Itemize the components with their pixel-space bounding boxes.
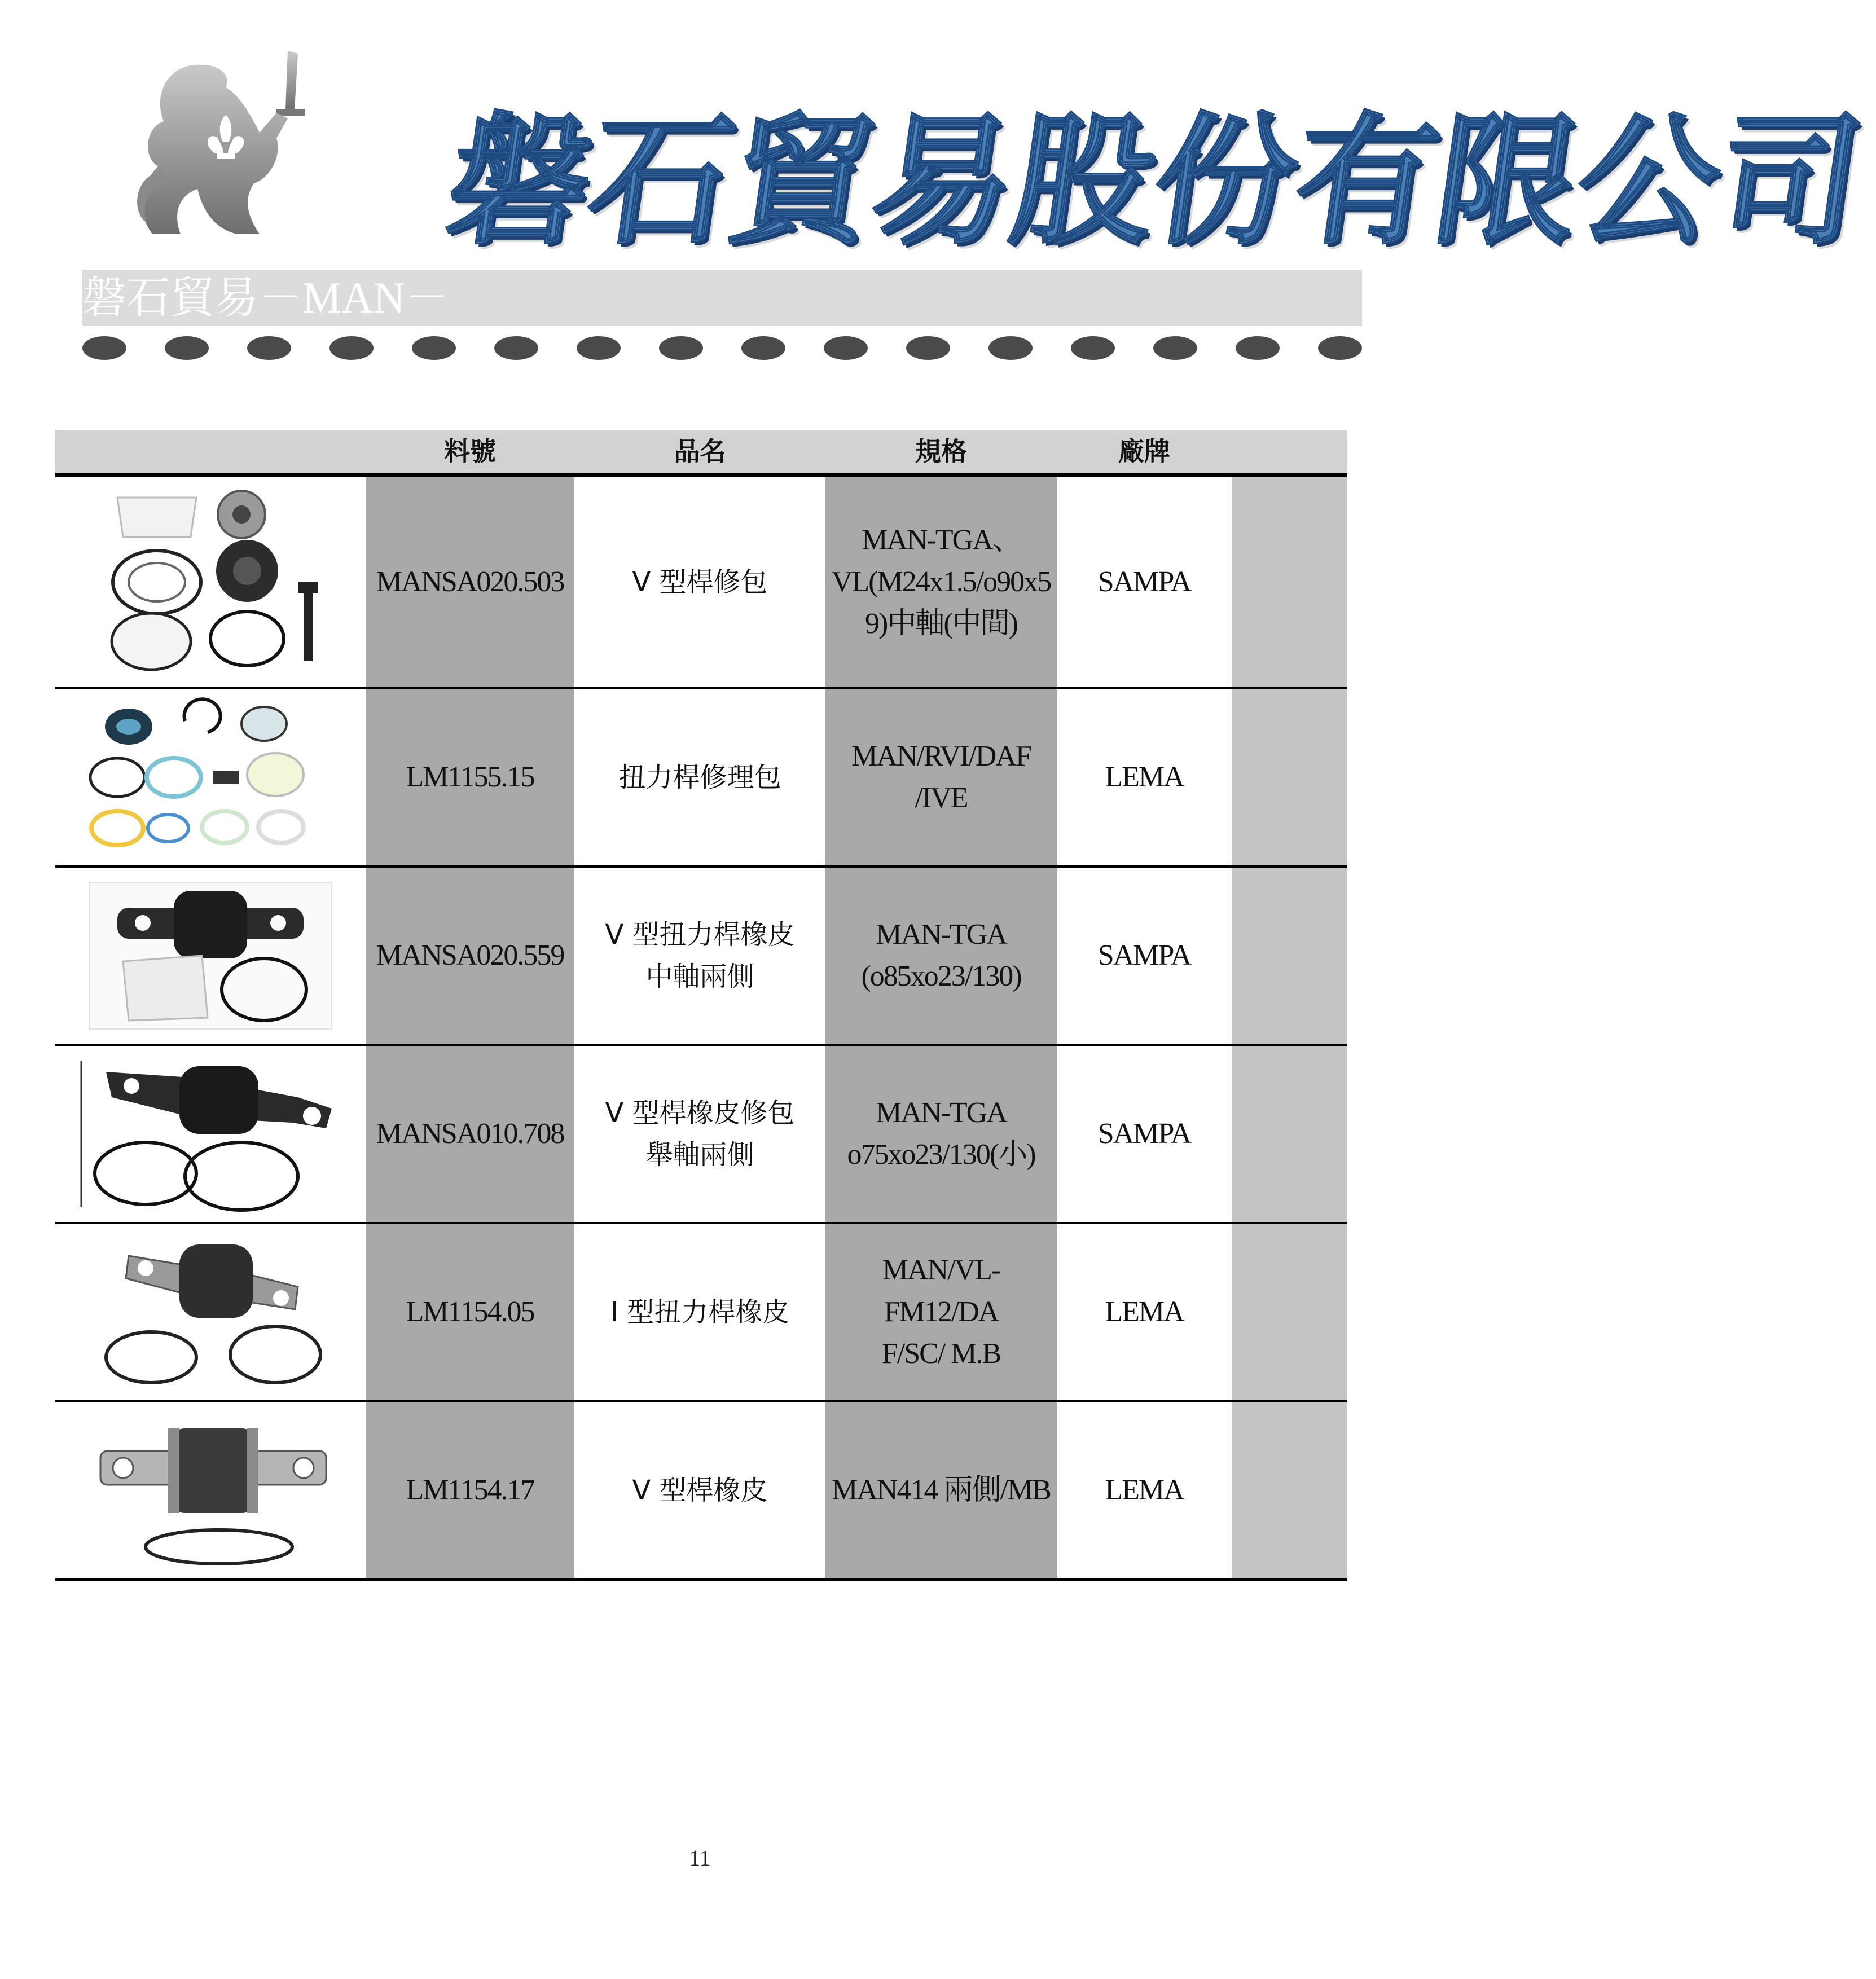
brand: LEMA (1057, 689, 1232, 865)
table-header (55, 430, 1347, 477)
blank-cell (1232, 1224, 1347, 1400)
company-char: 限 (1425, 98, 1590, 263)
v-rod-repair-kit-photo (78, 486, 343, 678)
part-code: MANSA020.559 (366, 868, 574, 1044)
table-row (55, 1402, 1347, 1581)
product-image (55, 689, 366, 865)
company-char: 易 (861, 98, 1026, 263)
decorative-dot-row (82, 336, 1362, 364)
decorative-dot (659, 336, 703, 360)
decorative-dot (1153, 336, 1197, 360)
part-code: MANSA010.708 (366, 1046, 574, 1222)
blank-cell (1232, 477, 1347, 687)
i-torque-rod-bushing-photo (78, 1233, 343, 1391)
product-spec (825, 477, 1057, 687)
spec-line: MAN-TGA (876, 918, 1007, 951)
name-line: 舉軸兩側 (645, 1139, 754, 1171)
part-code: LM1155.15 (366, 689, 574, 865)
spec-line: MAN/RVI/DAF (851, 740, 1031, 772)
decorative-dot (741, 336, 785, 360)
company-char: 有 (1284, 98, 1449, 263)
decorative-dot (82, 336, 126, 360)
brand: SAMPA (1057, 477, 1232, 687)
decorative-dot (494, 336, 538, 360)
spec-line: MAN-TGA (876, 1097, 1007, 1129)
decorative-dot (824, 336, 868, 360)
company-char: 股 (1002, 98, 1167, 263)
company-char: 司 (1707, 98, 1872, 263)
product-name: 扭力桿修理包 (574, 689, 825, 865)
company-char: 份 (1143, 98, 1308, 263)
company-char: 貿 (720, 98, 885, 263)
spec-line: VL(M24x1.5/o90x5 (831, 566, 1051, 598)
product-image (55, 1402, 366, 1578)
spec-line: o75xo23/130(小) (847, 1138, 1035, 1171)
header-name: 品名 (674, 436, 726, 467)
name-line: V 型扭力桿橡皮 (605, 919, 795, 951)
product-spec (825, 1224, 1057, 1400)
name-line: 中軸兩側 (645, 961, 754, 992)
v-rod-bushing-photo (78, 1411, 343, 1569)
decorative-dot (1318, 336, 1362, 360)
part-code: LM1154.17 (366, 1402, 574, 1578)
brand: LEMA (1057, 1402, 1232, 1578)
decorative-dot (988, 336, 1033, 360)
decorative-dot (329, 336, 374, 360)
section-banner (82, 270, 1362, 326)
spec-line: 9)中軸(中間) (865, 608, 1017, 640)
table-row (55, 868, 1347, 1046)
product-name: V 型桿修包 (574, 477, 825, 687)
section-title: 磐石貿易－MAN－ (82, 273, 450, 322)
decorative-dot (412, 336, 456, 360)
v-rod-bushing-kit-photo (78, 1055, 343, 1213)
product-spec: MAN414 兩側/MB (825, 1402, 1057, 1578)
brand: SAMPA (1057, 868, 1232, 1044)
blank-cell (1232, 868, 1347, 1044)
product-image (55, 868, 366, 1044)
product-name: I 型扭力桿橡皮 (574, 1224, 825, 1400)
table-row (55, 477, 1347, 689)
product-spec (825, 1046, 1057, 1222)
brand: LEMA (1057, 1224, 1232, 1400)
spec-line: F/SC/ M.B (881, 1338, 1001, 1370)
torque-rod-repair-kit-photo (78, 698, 343, 856)
v-torque-rod-bushing-photo (78, 877, 343, 1035)
part-code: LM1154.05 (366, 1224, 574, 1400)
blank-cell (1232, 689, 1347, 865)
product-table (55, 430, 1347, 1581)
decorative-dot (906, 336, 950, 360)
header-brand: 廠牌 (1118, 436, 1170, 467)
product-spec (825, 868, 1057, 1044)
product-name: V 型桿橡皮 (574, 1402, 825, 1578)
decorative-dot (1071, 336, 1115, 360)
page-number: 11 (689, 1845, 711, 1871)
company-logo (118, 42, 327, 257)
decorative-dot (1236, 336, 1280, 360)
product-image (55, 477, 366, 687)
spec-line: MAN/VL-FM12/DA (882, 1254, 1000, 1328)
decorative-dot (165, 336, 209, 360)
decorative-dot (247, 336, 291, 360)
blank-cell (1232, 1402, 1347, 1578)
company-char: 公 (1566, 98, 1731, 263)
product-image (55, 1224, 366, 1400)
blank-cell (1232, 1046, 1347, 1222)
company-char: 磐 (438, 98, 603, 263)
spec-line: /IVE (915, 782, 968, 814)
header-spec: 規格 (915, 436, 967, 467)
spec-line: (o85xo23/130) (861, 960, 1021, 992)
company-char: 石 (579, 98, 744, 263)
table-row (55, 1046, 1347, 1224)
brand: SAMPA (1057, 1046, 1232, 1222)
company-name (438, 85, 1872, 263)
spec-line: MAN-TGA、 (862, 524, 1021, 556)
decorative-dot (577, 336, 621, 360)
table-row (55, 1224, 1347, 1402)
part-code: MANSA020.503 (366, 477, 574, 687)
product-name (574, 1046, 825, 1222)
header-code: 料號 (444, 436, 496, 467)
name-line: V 型桿橡皮修包 (605, 1097, 795, 1129)
product-image (55, 1046, 366, 1222)
product-name (574, 868, 825, 1044)
product-spec (825, 689, 1057, 865)
table-row (55, 689, 1347, 868)
